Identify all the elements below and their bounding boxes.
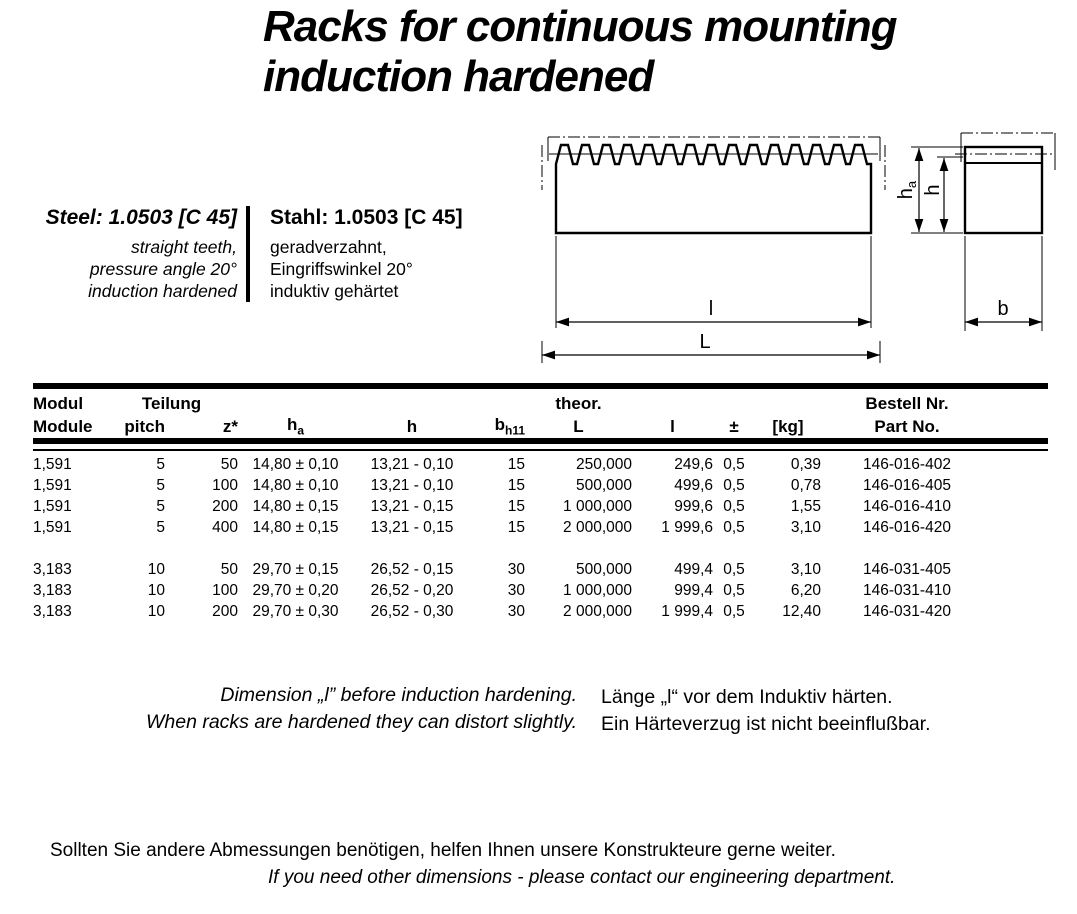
table-row <box>33 580 1048 601</box>
table-cell: 10 <box>147 560 165 578</box>
col-header-teilung: Teilung <box>141 394 202 413</box>
col-header-l: l <box>670 417 675 436</box>
table-cell: 0,78 <box>790 476 821 494</box>
table-cell: 499,6 <box>674 476 713 494</box>
footer-en: If you need other dimensions - please contact our engineering department. <box>268 867 896 888</box>
vertical-divider <box>246 206 250 302</box>
table-cell: 29,70 ± 0,20 <box>252 581 339 599</box>
table-cell: 0,39 <box>790 455 821 473</box>
table-cell: 12,40 <box>782 602 821 620</box>
table-cell: 146-031-405 <box>863 560 951 578</box>
table-cell: 0,5 <box>723 602 745 620</box>
table-row <box>33 475 1048 496</box>
table-cell: 146-016-410 <box>863 497 951 515</box>
dim-label-ha: $h_a$ <box>895 180 919 200</box>
table-cell: 1 999,6 <box>661 518 713 536</box>
table-cell: 146-031-410 <box>863 581 951 599</box>
table-cell: 0,5 <box>723 518 745 536</box>
table-rule-top <box>33 383 1048 389</box>
table-cell: 100 <box>212 476 238 494</box>
table-cell: 30 <box>507 560 525 578</box>
table-row <box>33 496 1048 517</box>
table-cell: 3,10 <box>790 560 821 578</box>
col-header-modul: Modul <box>33 394 84 413</box>
table-cell: 26,52 - 0,30 <box>370 602 454 620</box>
table-cell: 5 <box>156 497 165 515</box>
col-header-part-no: Part No. <box>874 417 940 436</box>
table-cell: 400 <box>212 518 238 536</box>
col-header-kg: [kg] <box>772 417 804 436</box>
table-cell: 146-016-402 <box>863 455 951 473</box>
note-en <box>40 682 577 736</box>
table-cell: 1 000,000 <box>563 581 632 599</box>
table-cell: 14,80 ± 0,15 <box>252 497 339 515</box>
table-cell: 26,52 - 0,20 <box>370 581 454 599</box>
table-header-row-2 <box>33 414 1048 437</box>
table-cell: 15 <box>507 476 525 494</box>
col-header-h: h <box>406 417 418 436</box>
col-header-z: z* <box>222 417 238 436</box>
dim-label-L: L <box>699 331 711 353</box>
table-cell: 15 <box>507 497 525 515</box>
table-body <box>33 454 1048 622</box>
table-cell: 13,21 - 0,15 <box>370 518 454 536</box>
material-line-de: geradverzahnt, <box>270 237 387 257</box>
material-heading-en: Steel: 1.0503 [C 45] <box>45 206 237 229</box>
table-cell: 30 <box>507 581 525 599</box>
table-cell: 14,80 ± 0,15 <box>252 518 339 536</box>
table-row <box>33 601 1048 622</box>
table-cell: 999,6 <box>674 497 713 515</box>
table-cell: 200 <box>212 602 238 620</box>
table-cell: 15 <box>507 518 525 536</box>
table-cell: 249,6 <box>674 455 713 473</box>
col-header-plusminus: ± <box>729 417 739 436</box>
material-line-en: induction hardened <box>88 281 237 301</box>
dim-label-h: h <box>922 184 944 196</box>
table-cell: 26,52 - 0,15 <box>370 560 454 578</box>
table-cell: 10 <box>147 602 165 620</box>
col-header-bestell-nr: Bestell Nr. <box>865 394 949 413</box>
table-cell: 30 <box>507 602 525 620</box>
table-cell: 146-031-420 <box>863 602 951 620</box>
table-cell: 500,000 <box>575 476 632 494</box>
table-cell: 1,591 <box>33 518 72 536</box>
page-title-line2: induction hardened <box>263 52 654 101</box>
dimensions-table <box>33 383 1048 629</box>
material-heading-de: Stahl: 1.0503 [C 45] <box>270 206 463 229</box>
table-cell: 1,591 <box>33 497 72 515</box>
table-cell: 3,183 <box>33 602 72 620</box>
rack-side-view-outline <box>556 145 871 233</box>
table-cell: 146-016-420 <box>863 518 951 536</box>
note-en-line1: Dimension „l” before induction hardening. <box>220 684 577 706</box>
table-cell: 29,70 ± 0,15 <box>252 560 339 578</box>
note-de-line2: Ein Härteverzug ist nicht beeinflußbar. <box>601 713 931 735</box>
table-cell: 15 <box>507 455 525 473</box>
table-cell: 0,5 <box>723 581 745 599</box>
table-cell: 50 <box>220 560 238 578</box>
table-cell: 1,591 <box>33 455 72 473</box>
note-en-line2: When racks are hardened they can distort slightly. <box>145 711 577 733</box>
table-cell: 100 <box>212 581 238 599</box>
table-cell: 5 <box>156 476 165 494</box>
table-cell: 2 000,000 <box>563 602 632 620</box>
table-cell: 3,183 <box>33 581 72 599</box>
table-cell: 14,80 ± 0,10 <box>252 476 339 494</box>
table-cell: 499,4 <box>674 560 713 578</box>
table-cell: 500,000 <box>575 560 632 578</box>
material-line-en: pressure angle 20° <box>89 259 237 279</box>
table-cell: 29,70 ± 0,30 <box>252 602 339 620</box>
note-de-line1: Länge „l“ vor dem Induktiv härten. <box>601 686 893 708</box>
col-header-ha: $h_a$ <box>286 414 305 437</box>
table-cell: 1 999,4 <box>661 602 713 620</box>
table-cell: 146-016-405 <box>863 476 951 494</box>
note-de <box>601 684 931 738</box>
table-cell: 1,591 <box>33 476 72 494</box>
table-cell: 13,21 - 0,10 <box>370 455 454 473</box>
table-cell: 0,5 <box>723 560 745 578</box>
material-spec-de <box>270 206 520 302</box>
table-cell: 1 000,000 <box>563 497 632 515</box>
table-cell: 5 <box>156 455 165 473</box>
table-cell: 1,55 <box>790 497 821 515</box>
table-cell: 10 <box>147 581 165 599</box>
dim-label-l: l <box>708 298 714 320</box>
dim-label-b: b <box>997 298 1009 320</box>
col-header-pitch: pitch <box>124 417 165 436</box>
table-cell: 3,10 <box>790 518 821 536</box>
table-cell: 13,21 - 0,10 <box>370 476 454 494</box>
table-group-spacer <box>33 538 1048 559</box>
material-line-en: straight teeth, <box>130 237 237 257</box>
table-rule-header-thin <box>33 449 1048 451</box>
col-header-L: L <box>573 417 584 436</box>
table-cell: 999,4 <box>674 581 713 599</box>
table-cell: 50 <box>220 455 238 473</box>
material-line-de: induktiv gehärtet <box>270 281 399 301</box>
col-header-theor: theor. <box>555 394 602 413</box>
table-body-table <box>33 454 1048 622</box>
material-spec-en <box>8 206 237 302</box>
table-header-row-1 <box>33 391 1048 414</box>
table-row <box>33 559 1048 580</box>
table-cell: 2 000,000 <box>563 518 632 536</box>
footer-de: Sollten Sie andere Abmessungen benötigen, helfen Ihnen unsere Konstrukteure gerne weiter. <box>50 840 836 861</box>
table-rule-header-thick <box>33 438 1048 444</box>
table-cell: 6,20 <box>790 581 821 599</box>
table-row <box>33 454 1048 475</box>
page-title <box>263 2 896 102</box>
rack-end-view-outline <box>965 147 1042 233</box>
table-cell: 0,5 <box>723 476 745 494</box>
page-title-line1: Racks for continuous mounting <box>263 2 897 51</box>
table-header <box>33 391 1048 437</box>
table-cell: 0,5 <box>723 497 745 515</box>
col-header-b: $b_{h11}$ <box>494 414 525 437</box>
table-cell: 0,5 <box>723 455 745 473</box>
table-cell: 3,183 <box>33 560 72 578</box>
col-header-module: Module <box>33 417 93 436</box>
material-line-de: Eingriffswinkel 20° <box>270 259 413 279</box>
table-cell: 200 <box>212 497 238 515</box>
table-cell: 250,000 <box>575 455 632 473</box>
table-cell: 14,80 ± 0,10 <box>252 455 339 473</box>
table-cell: 5 <box>156 518 165 536</box>
technical-drawing <box>535 126 1065 370</box>
table-row <box>33 517 1048 538</box>
table-cell: 13,21 - 0,15 <box>370 497 454 515</box>
